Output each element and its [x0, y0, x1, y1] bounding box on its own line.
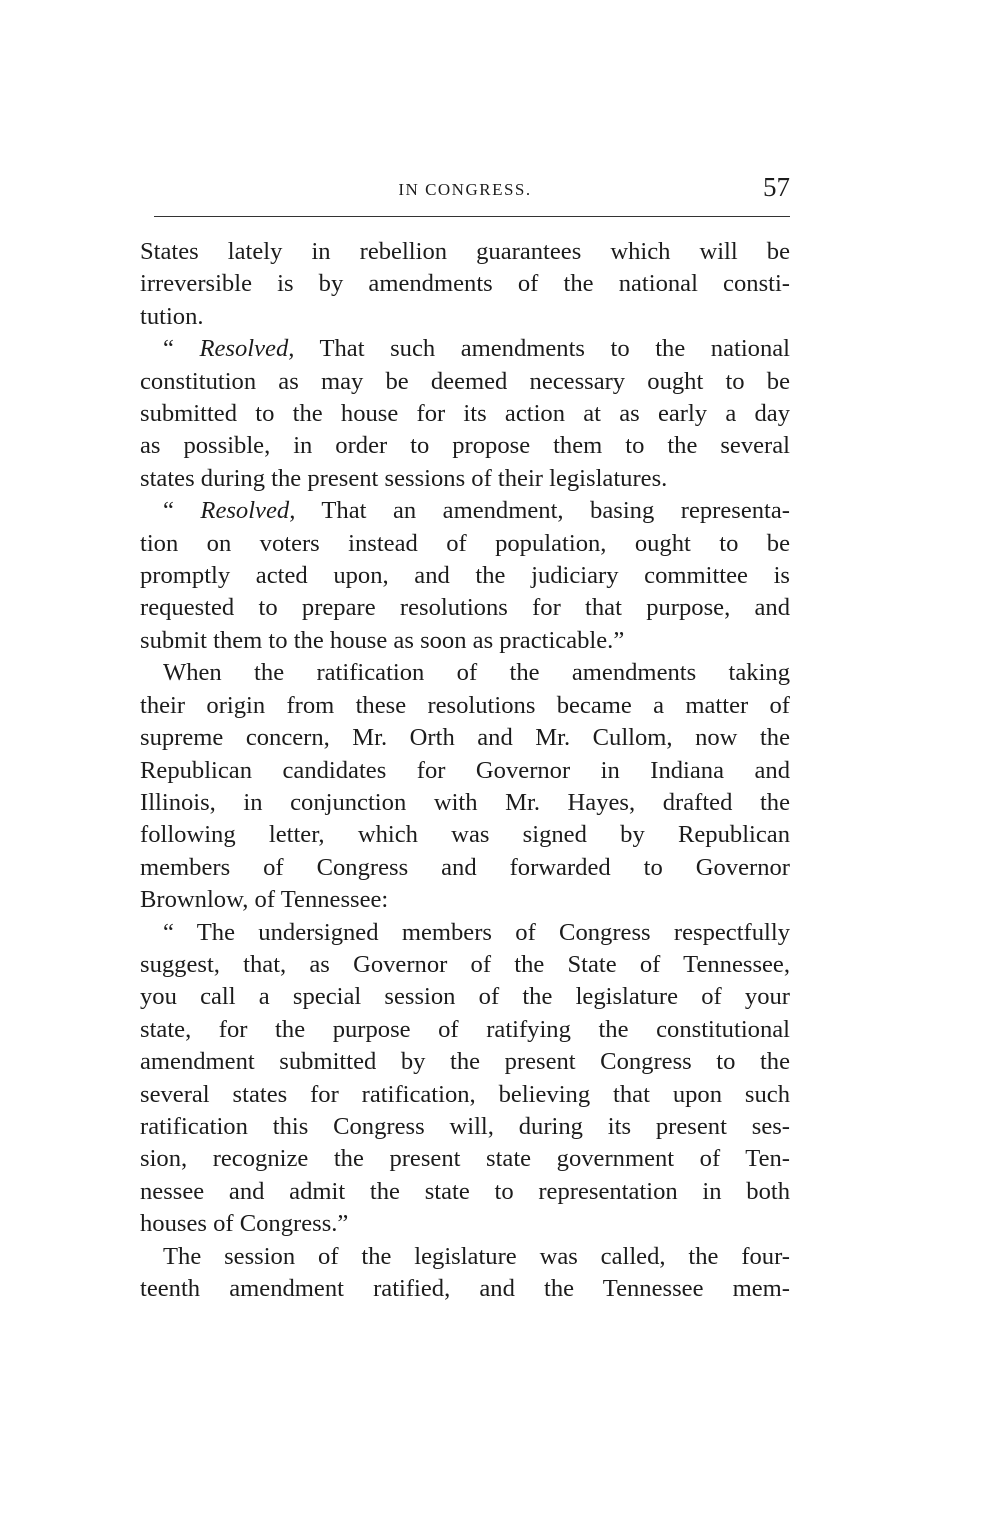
running-head [140, 172, 790, 208]
text-line: you call a special session of the legislature of your [140, 983, 790, 1011]
text-line: state, for the purpose of ratifying the constitutional [140, 1015, 790, 1043]
narrative-paragraph [140, 657, 790, 916]
text-line [140, 333, 790, 365]
text-line: members of Congress and forwarded to Governor [140, 853, 790, 881]
text-line: Illinois, in conjunction with Mr. Hayes, drafted the [140, 788, 790, 816]
resolution-paragraph [140, 333, 790, 495]
book-page [140, 172, 790, 1305]
text-line: “ The undersigned members of Congress respectfully [163, 918, 790, 946]
text-line: supreme concern, Mr. Orth and Mr. Cullom, now the [140, 724, 790, 752]
text-line: several states for ratification, believing that upon such [140, 1080, 790, 1108]
text-line: tion on voters instead of population, ought to be [140, 529, 790, 557]
text-line: submit them to the house as soon as practicable.” [140, 626, 625, 654]
text-line: irreversible is by amendments of the national consti- [140, 270, 790, 298]
resolved-italic: Resolved, [200, 497, 296, 525]
text-line: Republican candidates for Governor in Indiana and [140, 756, 790, 784]
running-title: IN CONGRESS. [398, 180, 532, 199]
text-line: submitted to the house for its action at as early a day [140, 400, 790, 428]
text-line: promptly acted upon, and the judiciary committee is [140, 562, 790, 590]
text-fragment: That an amendment, basing representa- [295, 497, 790, 525]
text-line: When the ratification of the amendments taking [163, 659, 790, 687]
text-line: sion, recognize the present state government of Ten- [140, 1145, 790, 1173]
resolution-paragraph [140, 495, 790, 657]
body-text [140, 236, 790, 1305]
text-line: suggest, that, as Governor of the State of Tennessee, [140, 950, 790, 978]
text-line: Brownlow, of Tennessee: [140, 886, 389, 914]
text-line: The session of the legislature was called, the four- [163, 1242, 790, 1270]
text-line: nessee and admit the state to representation in both [140, 1177, 790, 1205]
text-line: tution. [140, 302, 204, 330]
paragraph-continued [140, 236, 790, 333]
text-line: ratification this Congress will, during its present ses- [140, 1112, 790, 1140]
text-line: amendment submitted by the present Congress to the [140, 1048, 790, 1076]
page-number: 57 [763, 172, 790, 202]
text-line: houses of Congress.” [140, 1210, 349, 1238]
narrative-paragraph [140, 1241, 790, 1306]
header-rule [154, 216, 790, 217]
text-line: teenth amendment ratified, and the Tennessee mem- [140, 1275, 790, 1302]
resolved-italic: Resolved, [199, 335, 295, 363]
text-fragment: That such amendments to the national [294, 335, 790, 363]
text-line [140, 495, 790, 527]
text-line: constitution as may be deemed necessary ought to be [140, 367, 790, 395]
open-quote: “ [163, 497, 174, 525]
text-line: requested to prepare resolutions for that purpose, and [140, 594, 790, 622]
text-line: as possible, in order to propose them to the several [140, 432, 790, 460]
text-line: their origin from these resolutions became a matter of [140, 691, 790, 719]
text-line: states during the present sessions of their legislatures. [140, 464, 668, 492]
text-line: following letter, which was signed by Republican [140, 821, 790, 849]
text-line: States lately in rebellion guarantees which will be [140, 238, 790, 265]
letter-quote-paragraph [140, 917, 790, 1241]
open-quote: “ [163, 335, 174, 363]
